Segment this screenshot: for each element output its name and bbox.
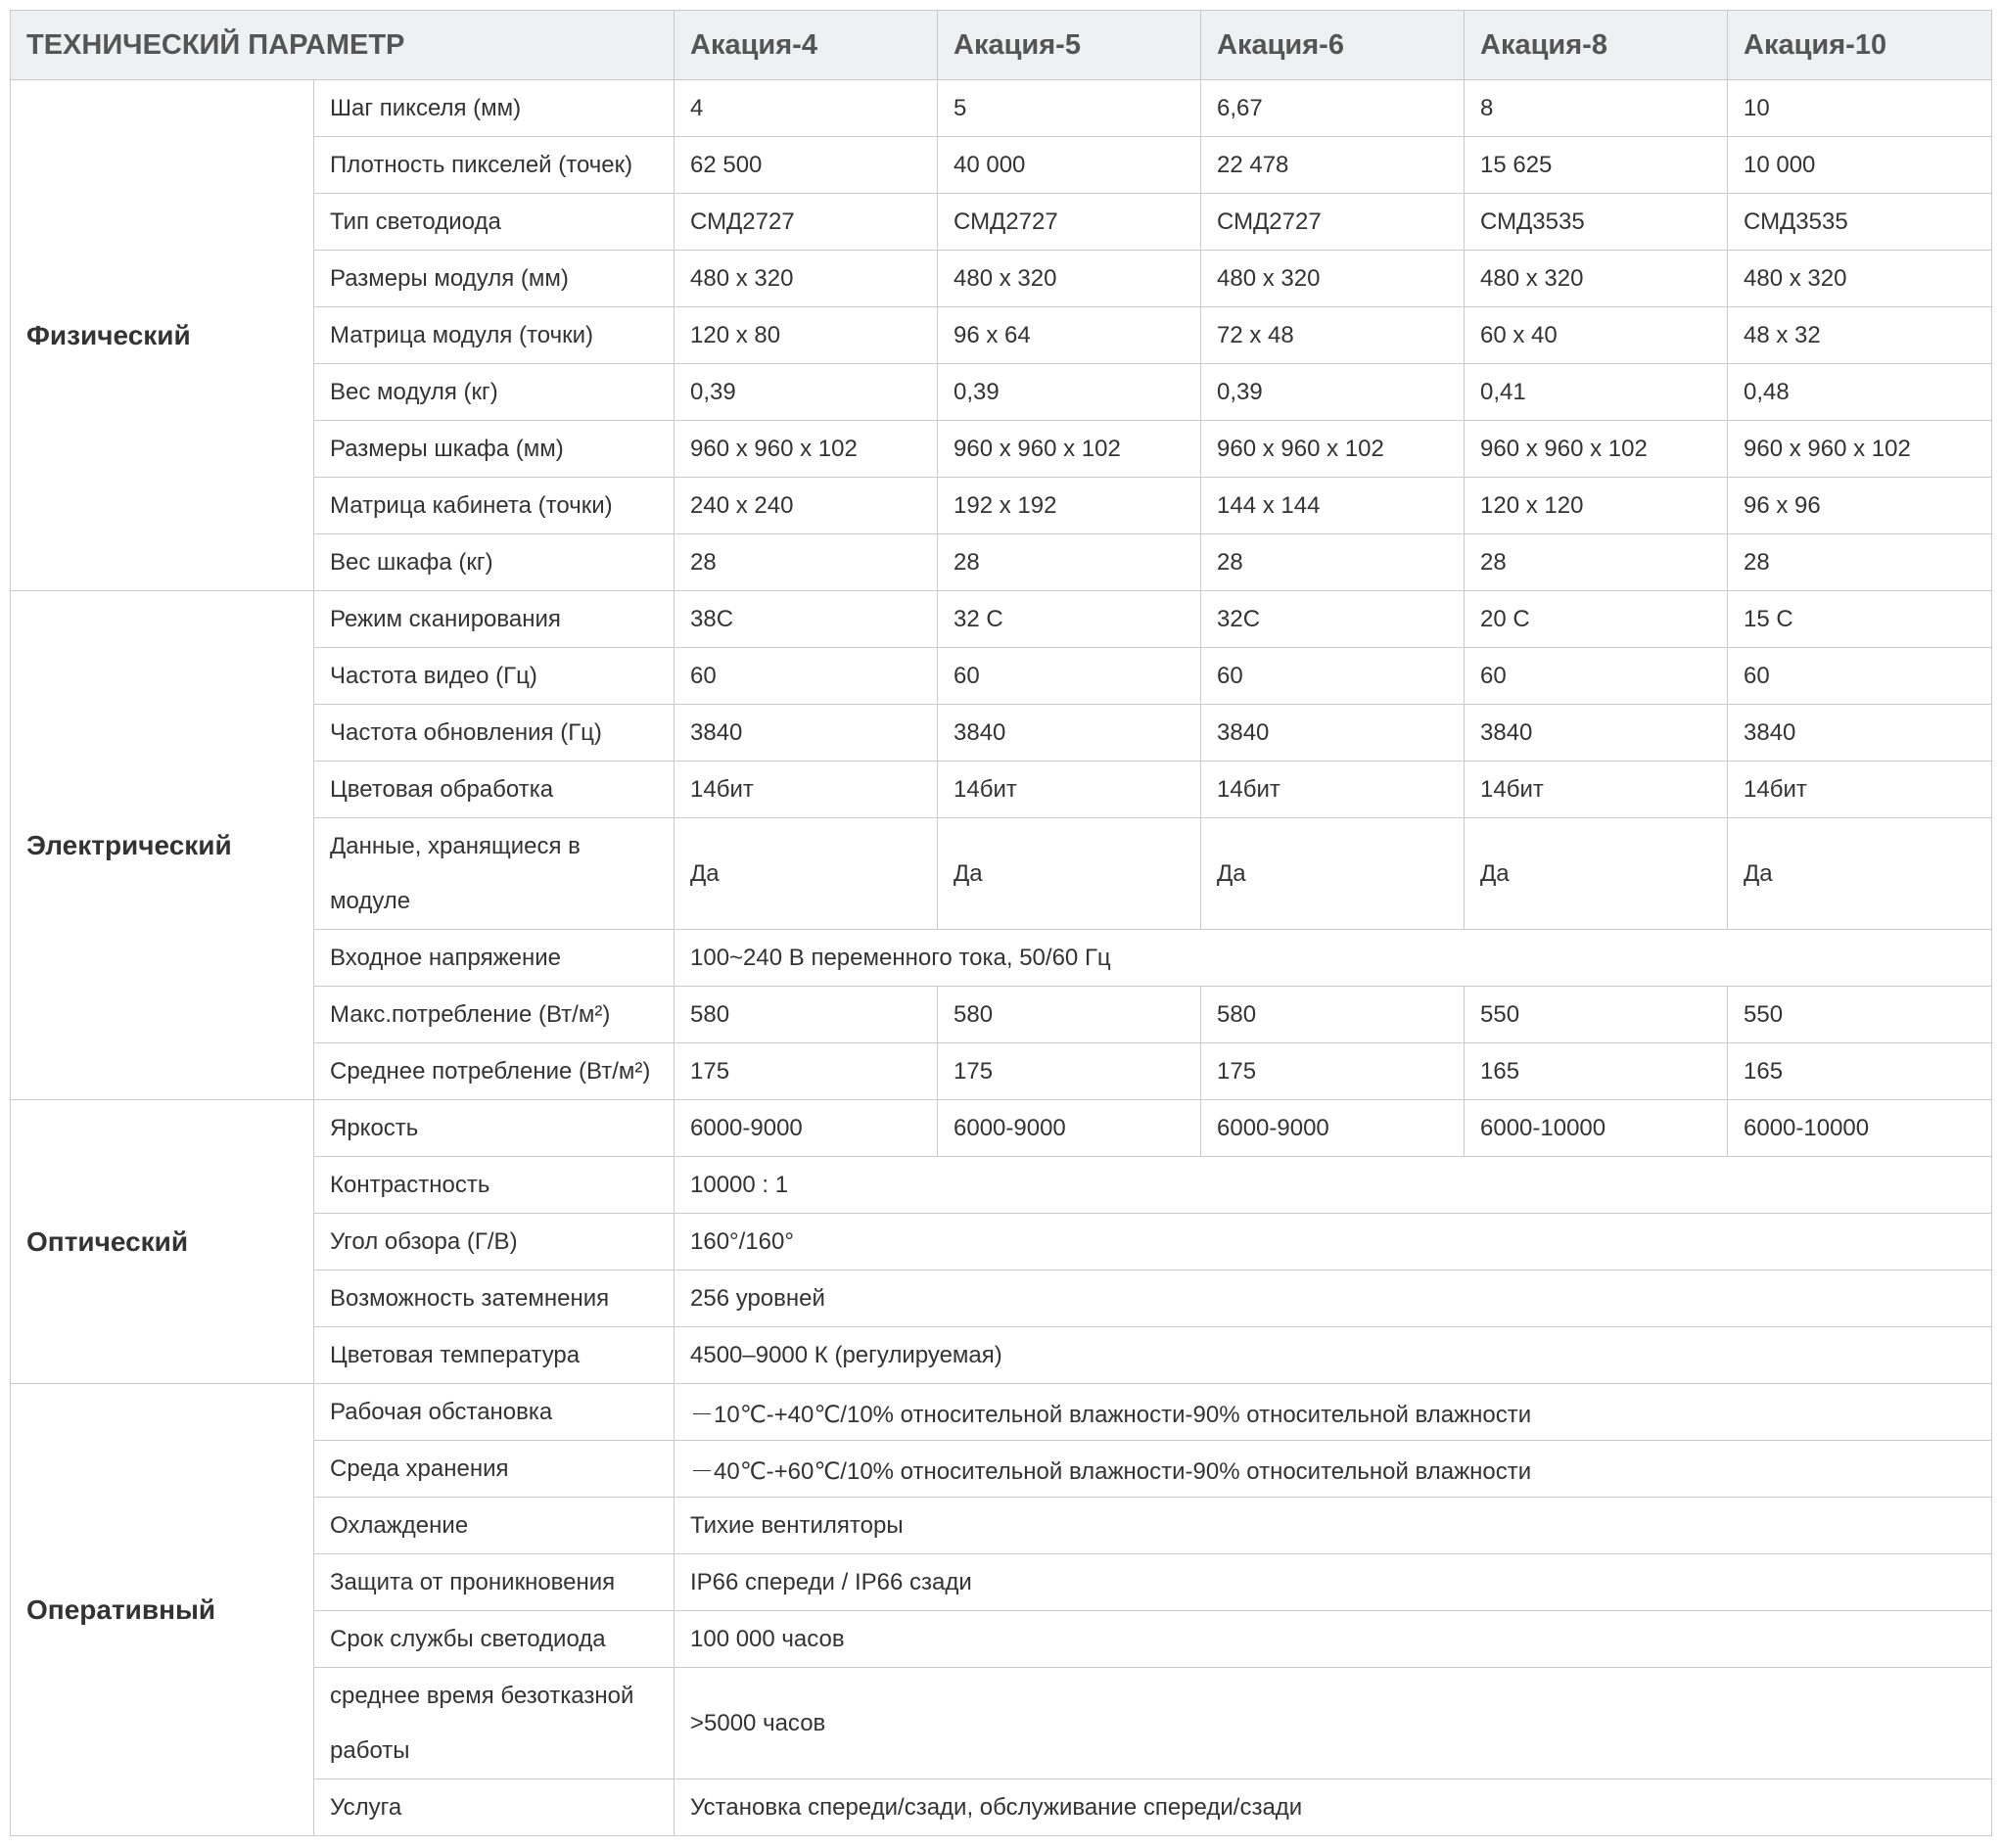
param-label: Услуга: [314, 1779, 675, 1836]
section-label: Физический: [11, 80, 314, 591]
param-value-all-models: >5000 часов: [675, 1668, 1992, 1779]
param-value: 960 x 960 x 102: [1465, 421, 1728, 478]
param-value: 32С: [1201, 591, 1465, 648]
param-label: Вес модуля (кг): [314, 364, 675, 421]
param-value: 14бит: [1728, 762, 1992, 818]
param-value-all-models: 4500–9000 К (регулируемая): [675, 1327, 1992, 1384]
header-model: Акация-6: [1201, 11, 1465, 80]
param-value: 480 x 320: [1465, 251, 1728, 307]
param-value: 6000-9000: [675, 1100, 938, 1157]
param-label: Среда хранения: [314, 1441, 675, 1498]
param-value: 60: [1201, 648, 1465, 705]
table-row: [11, 1384, 1992, 1441]
param-label: среднее время безотказной работы: [314, 1668, 675, 1779]
param-value: 960 x 960 x 102: [938, 421, 1201, 478]
param-label: Частота обновления (Гц): [314, 705, 675, 762]
param-value: 15 625: [1465, 137, 1728, 194]
param-value-all-models: －10℃-+40℃/10% относительной влажности-90% относительной влажности: [675, 1384, 1992, 1441]
param-label: Данные, хранящиеся в модуле: [314, 818, 675, 930]
param-label: Срок службы светодиода: [314, 1611, 675, 1668]
param-value: 0,39: [938, 364, 1201, 421]
param-value: Да: [1201, 818, 1465, 930]
param-label: Входное напряжение: [314, 930, 675, 987]
param-value: 60: [1465, 648, 1728, 705]
header-row: [11, 11, 1992, 80]
header-model: Акация-4: [675, 11, 938, 80]
param-value: 28: [938, 534, 1201, 591]
param-value: СМД2727: [675, 194, 938, 251]
header-model: Акация-8: [1465, 11, 1728, 80]
param-value: 5: [938, 80, 1201, 137]
param-value: 3840: [1728, 705, 1992, 762]
param-value: 14бит: [1201, 762, 1465, 818]
param-value: СМД2727: [1201, 194, 1465, 251]
param-label: Охлаждение: [314, 1498, 675, 1554]
param-value: Да: [938, 818, 1201, 930]
param-value: 480 x 320: [1728, 251, 1992, 307]
param-value: 48 x 32: [1728, 307, 1992, 364]
param-value: 960 x 960 x 102: [675, 421, 938, 478]
param-value-all-models: 100 000 часов: [675, 1611, 1992, 1668]
param-value: СМД3535: [1465, 194, 1728, 251]
param-value: 72 x 48: [1201, 307, 1465, 364]
param-value: 175: [938, 1043, 1201, 1100]
param-value: 144 x 144: [1201, 478, 1465, 534]
param-value: 15 С: [1728, 591, 1992, 648]
param-value: 550: [1728, 987, 1992, 1043]
param-value-all-models: IP66 спереди / IP66 сзади: [675, 1554, 1992, 1611]
param-value-all-models: Установка спереди/сзади, обслуживание спереди/сзади: [675, 1779, 1992, 1836]
header-model: Акация-10: [1728, 11, 1992, 80]
param-label: Матрица модуля (точки): [314, 307, 675, 364]
param-value: 38С: [675, 591, 938, 648]
param-value: 4: [675, 80, 938, 137]
param-value: 96 x 64: [938, 307, 1201, 364]
param-label: Угол обзора (Г/В): [314, 1214, 675, 1270]
param-value: 480 x 320: [1201, 251, 1465, 307]
param-value: 175: [675, 1043, 938, 1100]
param-label: Размеры шкафа (мм): [314, 421, 675, 478]
param-value: 22 478: [1201, 137, 1465, 194]
param-value: 10 000: [1728, 137, 1992, 194]
param-value: 3840: [675, 705, 938, 762]
param-label: Тип светодиода: [314, 194, 675, 251]
param-value: 0,48: [1728, 364, 1992, 421]
param-value: 0,39: [675, 364, 938, 421]
param-value: 14бит: [675, 762, 938, 818]
param-label: Макс.потребление (Вт/м²): [314, 987, 675, 1043]
param-value: 6000-10000: [1465, 1100, 1728, 1157]
section-label: Оптический: [11, 1100, 314, 1384]
param-value: 96 x 96: [1728, 478, 1992, 534]
table-row: [11, 591, 1992, 648]
param-label: Плотность пикселей (точек): [314, 137, 675, 194]
param-label: Цветовая обработка: [314, 762, 675, 818]
param-value: 6000-10000: [1728, 1100, 1992, 1157]
param-value-all-models: 10000 : 1: [675, 1157, 1992, 1214]
param-value: 6,67: [1201, 80, 1465, 137]
param-value: Да: [675, 818, 938, 930]
param-value-all-models: 100~240 В переменного тока, 50/60 Гц: [675, 930, 1992, 987]
param-value: 960 x 960 x 102: [1728, 421, 1992, 478]
param-label: Контрастность: [314, 1157, 675, 1214]
param-value: 480 x 320: [675, 251, 938, 307]
section-label: Электрический: [11, 591, 314, 1100]
param-value: 6000-9000: [1201, 1100, 1465, 1157]
section-label: Оперативный: [11, 1384, 314, 1836]
param-value: 175: [1201, 1043, 1465, 1100]
param-value: 40 000: [938, 137, 1201, 194]
param-value: 28: [675, 534, 938, 591]
param-value: Да: [1728, 818, 1992, 930]
param-value: 62 500: [675, 137, 938, 194]
param-value: 580: [938, 987, 1201, 1043]
param-value: СМД3535: [1728, 194, 1992, 251]
header-param: ТЕХНИЧЕСКИЙ ПАРАМЕТР: [11, 11, 675, 80]
param-value: 165: [1728, 1043, 1992, 1100]
param-value: 3840: [1465, 705, 1728, 762]
param-value: СМД2727: [938, 194, 1201, 251]
param-value: 8: [1465, 80, 1728, 137]
param-label: Размеры модуля (мм): [314, 251, 675, 307]
spec-body: [11, 80, 1992, 1836]
table-row: [11, 80, 1992, 137]
table-row: [11, 1100, 1992, 1157]
header-model: Акация-5: [938, 11, 1201, 80]
param-value: 60: [938, 648, 1201, 705]
param-value-all-models: Тихие вентиляторы: [675, 1498, 1992, 1554]
param-value: 20 С: [1465, 591, 1728, 648]
param-value: 580: [1201, 987, 1465, 1043]
param-value: 14бит: [938, 762, 1201, 818]
param-value: 28: [1201, 534, 1465, 591]
param-label: Шаг пикселя (мм): [314, 80, 675, 137]
param-value: Да: [1465, 818, 1728, 930]
param-value: 6000-9000: [938, 1100, 1201, 1157]
param-label: Цветовая температура: [314, 1327, 675, 1384]
param-value: 3840: [1201, 705, 1465, 762]
param-value: 0,39: [1201, 364, 1465, 421]
param-value: 480 x 320: [938, 251, 1201, 307]
param-value: 28: [1465, 534, 1728, 591]
param-label: Яркость: [314, 1100, 675, 1157]
param-value: 14бит: [1465, 762, 1728, 818]
param-label: Среднее потребление (Вт/м²): [314, 1043, 675, 1100]
param-value: 120 x 80: [675, 307, 938, 364]
param-label: Режим сканирования: [314, 591, 675, 648]
param-value-all-models: 256 уровней: [675, 1270, 1992, 1327]
param-value: 165: [1465, 1043, 1728, 1100]
param-value: 32 С: [938, 591, 1201, 648]
param-value: 60: [1728, 648, 1992, 705]
param-label: Рабочая обстановка: [314, 1384, 675, 1441]
param-value: 550: [1465, 987, 1728, 1043]
param-value: 60: [675, 648, 938, 705]
param-value: 192 x 192: [938, 478, 1201, 534]
param-value: 0,41: [1465, 364, 1728, 421]
spec-table-container: [10, 10, 1991, 1836]
param-label: Частота видео (Гц): [314, 648, 675, 705]
param-value: 3840: [938, 705, 1201, 762]
param-label: Матрица кабинета (точки): [314, 478, 675, 534]
param-value: 10: [1728, 80, 1992, 137]
param-label: Вес шкафа (кг): [314, 534, 675, 591]
param-value: 960 x 960 x 102: [1201, 421, 1465, 478]
param-value: 28: [1728, 534, 1992, 591]
param-value: 120 x 120: [1465, 478, 1728, 534]
param-value: 240 x 240: [675, 478, 938, 534]
param-label: Защита от проникновения: [314, 1554, 675, 1611]
param-value-all-models: －40℃-+60℃/10% относительной влажности-90% относительной влажности: [675, 1441, 1992, 1498]
param-value: 580: [675, 987, 938, 1043]
param-label: Возможность затемнения: [314, 1270, 675, 1327]
param-value: 60 x 40: [1465, 307, 1728, 364]
param-value-all-models: 160°/160°: [675, 1214, 1992, 1270]
spec-table: [10, 10, 1992, 1836]
